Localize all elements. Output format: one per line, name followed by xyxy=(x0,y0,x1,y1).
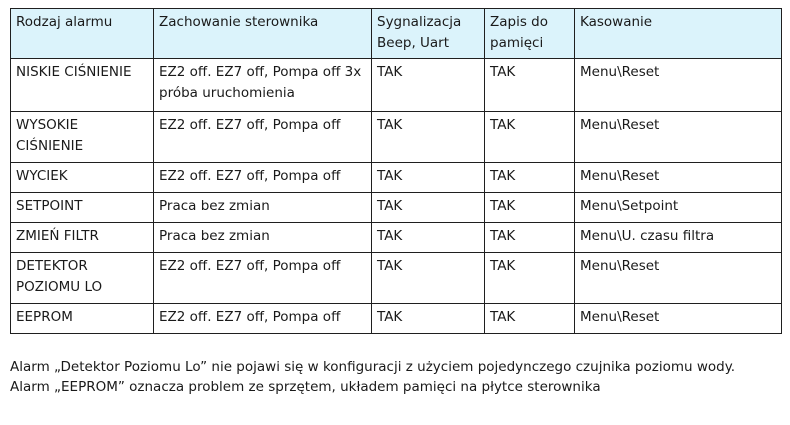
alarm-table-header xyxy=(11,9,782,59)
cell-signaling: TAK xyxy=(372,163,485,193)
header-controller-behavior: Zachowanie sterownika xyxy=(154,9,372,59)
alarm-table xyxy=(10,8,782,334)
cell-reset: Menu\Reset xyxy=(575,163,782,193)
table-row xyxy=(11,193,782,223)
table-row xyxy=(11,223,782,253)
cell-alarm-type: EEPROM xyxy=(11,304,154,334)
cell-alarm-type: DETEKTOR POZIOMU LO xyxy=(11,253,154,304)
cell-reset: Menu\Reset xyxy=(575,253,782,304)
note-eeprom: Alarm „EEPROM” oznacza problem ze sprzętem, układem pamięci na płytce sterownika xyxy=(10,379,601,395)
cell-signaling: TAK xyxy=(372,112,485,163)
table-row xyxy=(11,253,782,304)
cell-signaling: TAK xyxy=(372,223,485,253)
cell-behavior: EZ2 off. EZ7 off, Pompa off xyxy=(154,163,372,193)
cell-memory-log: TAK xyxy=(485,59,575,112)
cell-signaling: TAK xyxy=(372,253,485,304)
header-signaling: Sygnalizacja Beep, Uart xyxy=(372,9,485,59)
cell-behavior: Praca bez zmian xyxy=(154,193,372,223)
cell-behavior: EZ2 off. EZ7 off, Pompa off 3x próba uruchomienia xyxy=(154,59,372,112)
table-row xyxy=(11,304,782,334)
header-alarm-type: Rodzaj alarmu xyxy=(11,9,154,59)
cell-memory-log: TAK xyxy=(485,253,575,304)
cell-reset: Menu\U. czasu filtra xyxy=(575,223,782,253)
note-level-detector: Alarm „Detektor Poziomu Lo” nie pojawi się w konfiguracji z użyciem pojedynczego czujnika poziomu wody. xyxy=(10,359,736,375)
alarm-table-body xyxy=(11,59,782,334)
cell-signaling: TAK xyxy=(372,193,485,223)
table-row xyxy=(11,112,782,163)
notes-section xyxy=(10,357,770,397)
cell-behavior: EZ2 off. EZ7 off, Pompa off xyxy=(154,112,372,163)
table-row xyxy=(11,59,782,112)
cell-signaling: TAK xyxy=(372,304,485,334)
cell-signaling: TAK xyxy=(372,59,485,112)
cell-alarm-type: WYCIEK xyxy=(11,163,154,193)
cell-behavior: Praca bez zmian xyxy=(154,223,372,253)
cell-memory-log: TAK xyxy=(485,304,575,334)
header-memory-log: Zapis do pamięci xyxy=(485,9,575,59)
cell-reset: Menu\Reset xyxy=(575,304,782,334)
cell-memory-log: TAK xyxy=(485,193,575,223)
cell-reset: Menu\Reset xyxy=(575,112,782,163)
cell-alarm-type: ZMIEŃ FILTR xyxy=(11,223,154,253)
cell-behavior: EZ2 off. EZ7 off, Pompa off xyxy=(154,304,372,334)
cell-alarm-type: SETPOINT xyxy=(11,193,154,223)
cell-reset: Menu\Reset xyxy=(575,59,782,112)
table-row xyxy=(11,163,782,193)
cell-reset: Menu\Setpoint xyxy=(575,193,782,223)
cell-memory-log: TAK xyxy=(485,163,575,193)
cell-behavior: EZ2 off. EZ7 off, Pompa off xyxy=(154,253,372,304)
cell-alarm-type: WYSOKIE CIŚNIENIE xyxy=(11,112,154,163)
header-row xyxy=(11,9,782,59)
cell-memory-log: TAK xyxy=(485,112,575,163)
header-reset: Kasowanie xyxy=(575,9,782,59)
cell-alarm-type: NISKIE CIŚNIENIE xyxy=(11,59,154,112)
cell-memory-log: TAK xyxy=(485,223,575,253)
